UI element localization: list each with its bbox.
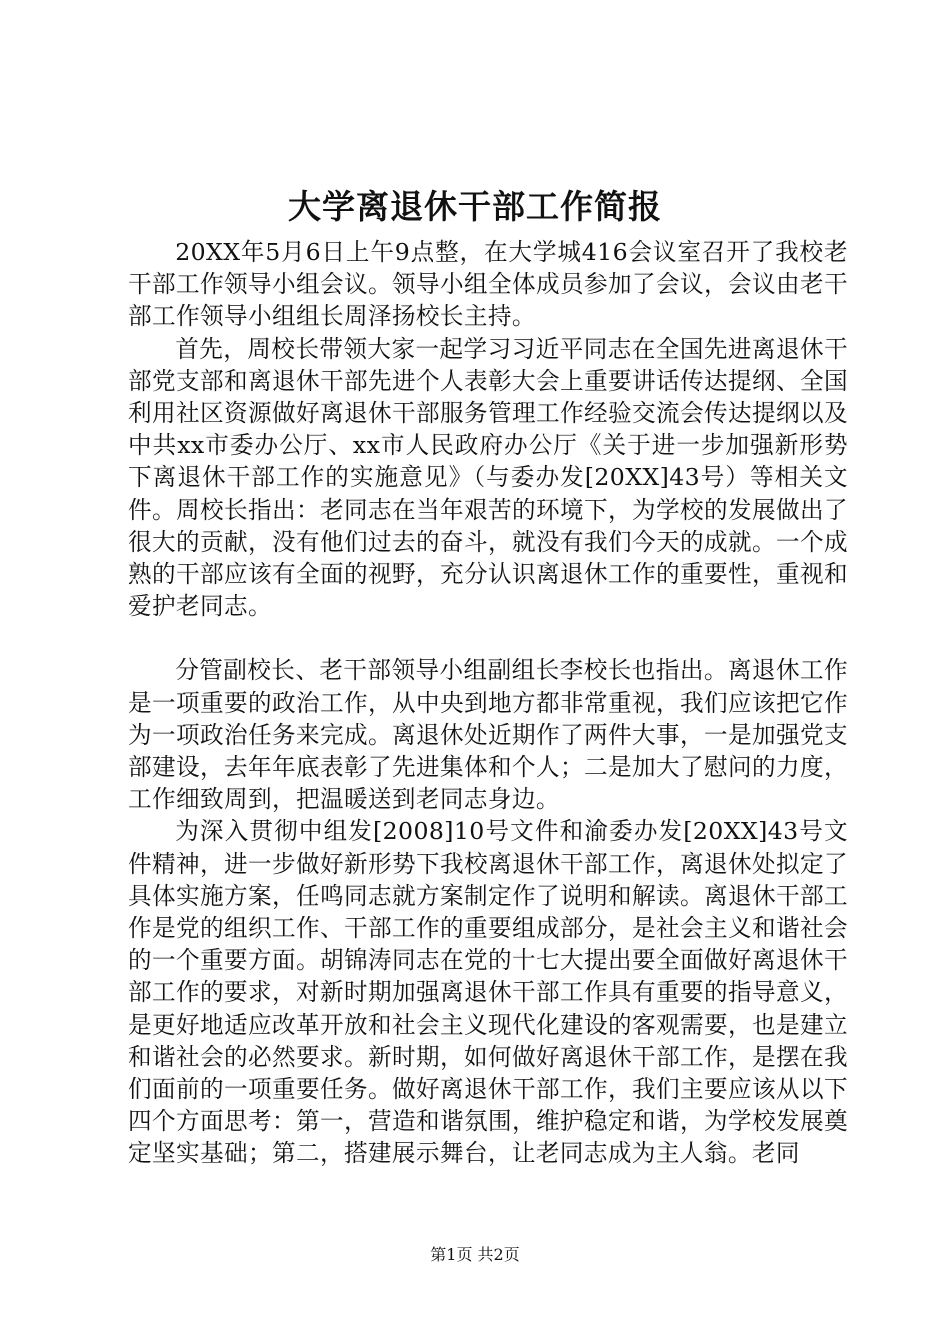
- paragraph-meeting-intro: 20XX年5月6日上午9点整，在大学城416会议室召开了我校老干部工作领导小组会议。领导小组全体成员参加了会议，会议由老干部工作领导小组组长周泽扬校长主持。: [128, 238, 848, 331]
- page-number-footer: 第1页 共2页: [430, 1245, 520, 1264]
- document-body: [128, 236, 848, 1170]
- document-title: 大学离退休干部工作简报: [288, 187, 662, 226]
- paragraph-implementation-plan: 为深入贯彻中组发[2008]10号文件和渝委办发[20XX]43号文件精神，进一步做好新形势下我校离退休干部工作，离退休处拟定了具体实施方案，任鸣同志就方案制定作了说明和解读。离退休干部工作是党的组织工作、干部工作的重要组成部分，是社会主义和谐社会的一个重要方面。胡锦涛同志在党的十七大提出要全面做好离退休干部工作的要求，对新时期加强离退休干部工作具有重要的指导意义，是更好地适应改革开放和社会主义现代化建设的客观需要，也是建立和谐社会的必然要求。新时期，如何做好离退休干部工作，是摆在我们面前的一项重要任务。做好离退休干部工作，我们主要应该从以下四个方面思考：第一，营造和谐氛围，维护稳定和谐，为学校发展奠定坚实基础；第二，搭建展示舞台，让老同志成为主人翁。老同: [128, 817, 848, 1168]
- paragraph-principal-remarks: 首先，周校长带领大家一起学习习近平同志在全国先进离退休干部党支部和离退休干部先进个人表彰大会上重要讲话传达提纲、全国利用社区资源做好离退休干部服务管理工作经验交流会传达提纲以及中共xx市委办公厅、xx市人民政府办公厅《关于进一步加强新形势下离退休干部工作的实施意见》（与委办发[20XX]43号）等相关文件。周校长指出：老同志在当年艰苦的环境下，为学校的发展做出了很大的贡献，没有他们过去的奋斗，就没有我们今天的成就。一个成熟的干部应该有全面的视野，充分认识离退休工作的重要性，重视和爱护老同志。: [128, 334, 848, 621]
- paragraph-vice-principal-remarks: 分管副校长、老干部领导小组副组长李校长也指出。离退休工作是一项重要的政治工作，从中央到地方都非常重视，我们应该把它作为一项政治任务来完成。离退休处近期作了两件大事，一是加强党支部建设，去年年底表彰了先进集体和个人；二是加大了慰问的力度，工作细致周到，把温暖送到老同志身边。: [128, 656, 848, 814]
